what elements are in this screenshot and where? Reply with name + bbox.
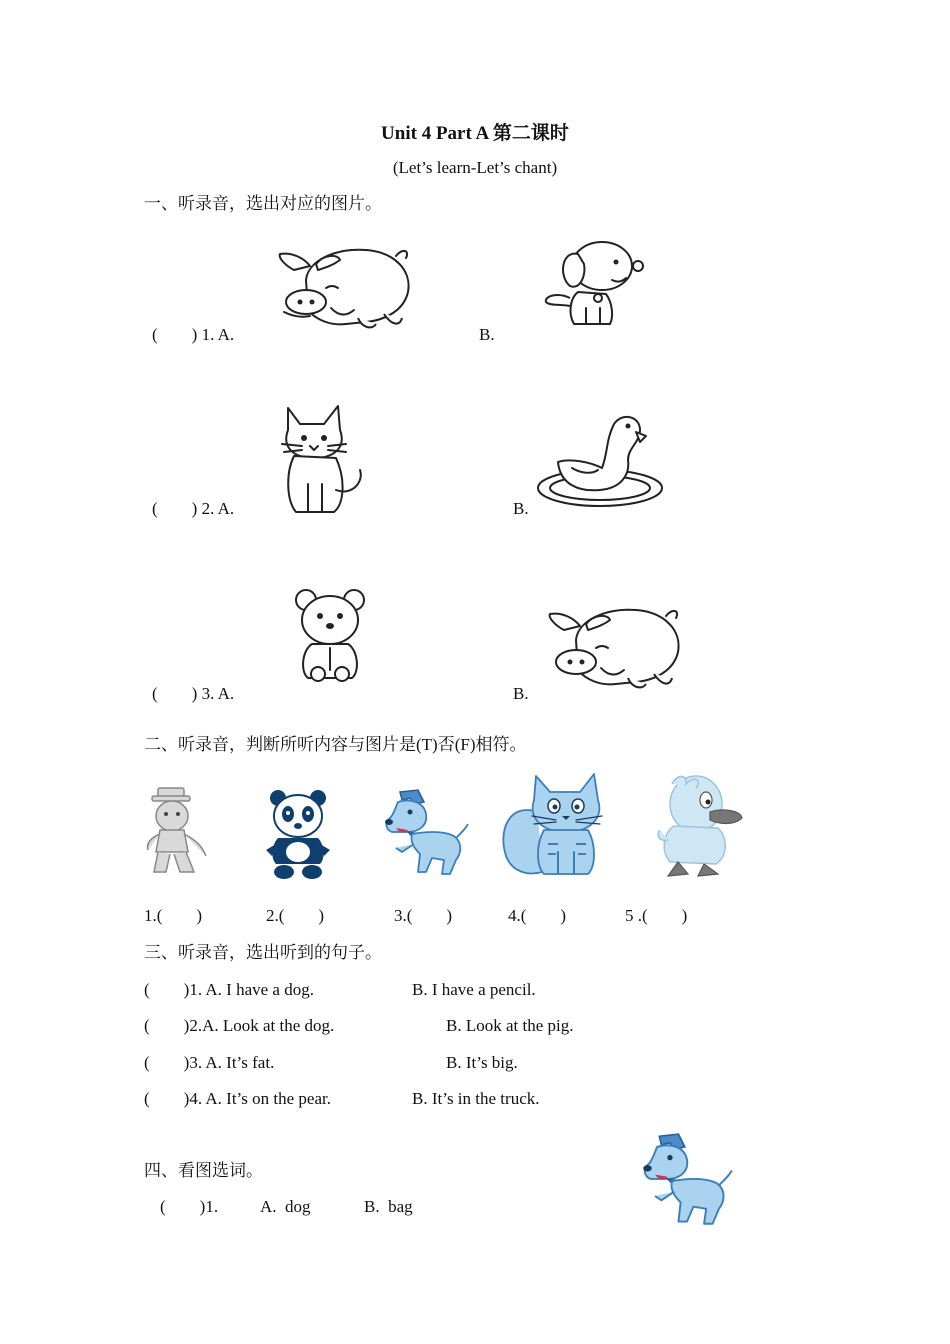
duck-outline-image xyxy=(536,412,666,512)
page-title: Unit 4 Part A 第二课时 xyxy=(381,123,569,144)
s3-item3-b: B. It’s big. xyxy=(446,1053,518,1072)
s4-item1-a: A. dog xyxy=(260,1197,311,1216)
s2-answer-3: 3.( ) xyxy=(394,906,453,925)
cat-image xyxy=(280,400,370,515)
s4-item1-num: ( )1. xyxy=(160,1197,219,1216)
s3-item4-a: ( )4. A. It’s on the pear. xyxy=(144,1089,331,1108)
s3-item2-a: ( )2.A. Look at the dog. xyxy=(144,1016,335,1035)
bear-image xyxy=(290,586,370,682)
s1-item2-prefix: ( ) 2. A. xyxy=(152,499,235,518)
s1-item2-b-label: B. xyxy=(513,499,529,518)
s1-item3-prefix: ( ) 3. A. xyxy=(152,684,235,703)
blue-cat-image xyxy=(498,772,616,878)
s1-item1-b-label: B. xyxy=(479,325,495,344)
s3-item3-a: ( )3. A. It’s fat. xyxy=(144,1053,275,1072)
section1-heading: 一、听录音，选出对应的图片。 xyxy=(144,194,382,213)
panda-image xyxy=(266,788,330,880)
s2-answer-4: 4.( ) xyxy=(508,906,567,925)
s3-item2-b: B. Look at the pig. xyxy=(446,1016,574,1035)
s2-answer-5: 5 .( ) xyxy=(625,906,688,925)
blue-dog-image-2 xyxy=(642,1132,732,1228)
section3-heading: 三、听录音，选出听到的句子。 xyxy=(144,943,382,962)
s3-item1-b: B. I have a pencil. xyxy=(412,980,536,999)
section4-heading: 四、看图选词。 xyxy=(144,1161,263,1180)
s1-item3-b-label: B. xyxy=(513,684,529,703)
s2-answer-1: 1.( ) xyxy=(144,906,203,925)
pig-image xyxy=(546,600,686,695)
s1-item1-prefix: ( ) 1. A. xyxy=(152,325,235,344)
duck-image xyxy=(656,770,748,878)
pig-image xyxy=(276,240,416,335)
s3-item4-b: B. It’s in the truck. xyxy=(412,1089,540,1108)
monkey-image xyxy=(144,786,214,878)
blue-dog-image xyxy=(384,788,468,878)
section2-heading: 二、听录音，判断所听内容与图片是(T)否(F)相符。 xyxy=(144,735,527,754)
s4-item1-b: B. bag xyxy=(364,1197,413,1216)
s3-item1-a: ( )1. A. I have a dog. xyxy=(144,980,314,999)
dog-outline-image xyxy=(540,236,646,328)
page-subtitle: (Let’s learn-Let’s chant) xyxy=(392,158,558,177)
s2-answer-2: 2.( ) xyxy=(266,906,325,925)
